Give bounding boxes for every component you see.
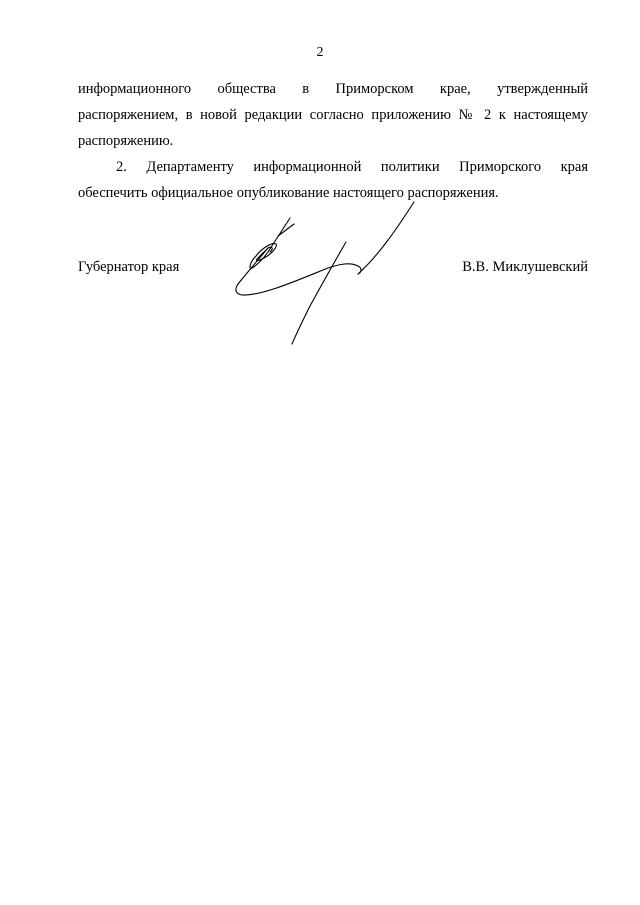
signer-position: Губернатор края	[78, 259, 180, 275]
paragraph-2-line-2: обеспечить официальное опубликование настоящего распоряжения.	[78, 185, 499, 201]
paragraph-1-line-3: распоряжению.	[78, 133, 174, 149]
signer-name: В.В. Миклушевский	[462, 259, 588, 275]
document-body	[78, 76, 588, 206]
signature-stroke-descent	[292, 242, 346, 344]
signature-stroke-hook	[236, 248, 361, 295]
paragraph-1-line-2: распоряжением, в новой редакции согласно приложению № 2 к настоящему	[78, 107, 588, 123]
page-number: 2	[316, 45, 324, 60]
paragraph-2-line-1: 2. Департаменту информационной политики Приморского края	[116, 159, 588, 175]
paragraph-1	[78, 76, 588, 154]
signature-stroke-tick	[278, 224, 294, 236]
signature-stroke-loop	[250, 218, 290, 268]
signature-stroke-rise	[358, 202, 414, 274]
paragraph-1-line-1: информационного общества в Приморском крае, утвержденный	[78, 81, 588, 97]
handwritten-signature	[228, 196, 448, 356]
